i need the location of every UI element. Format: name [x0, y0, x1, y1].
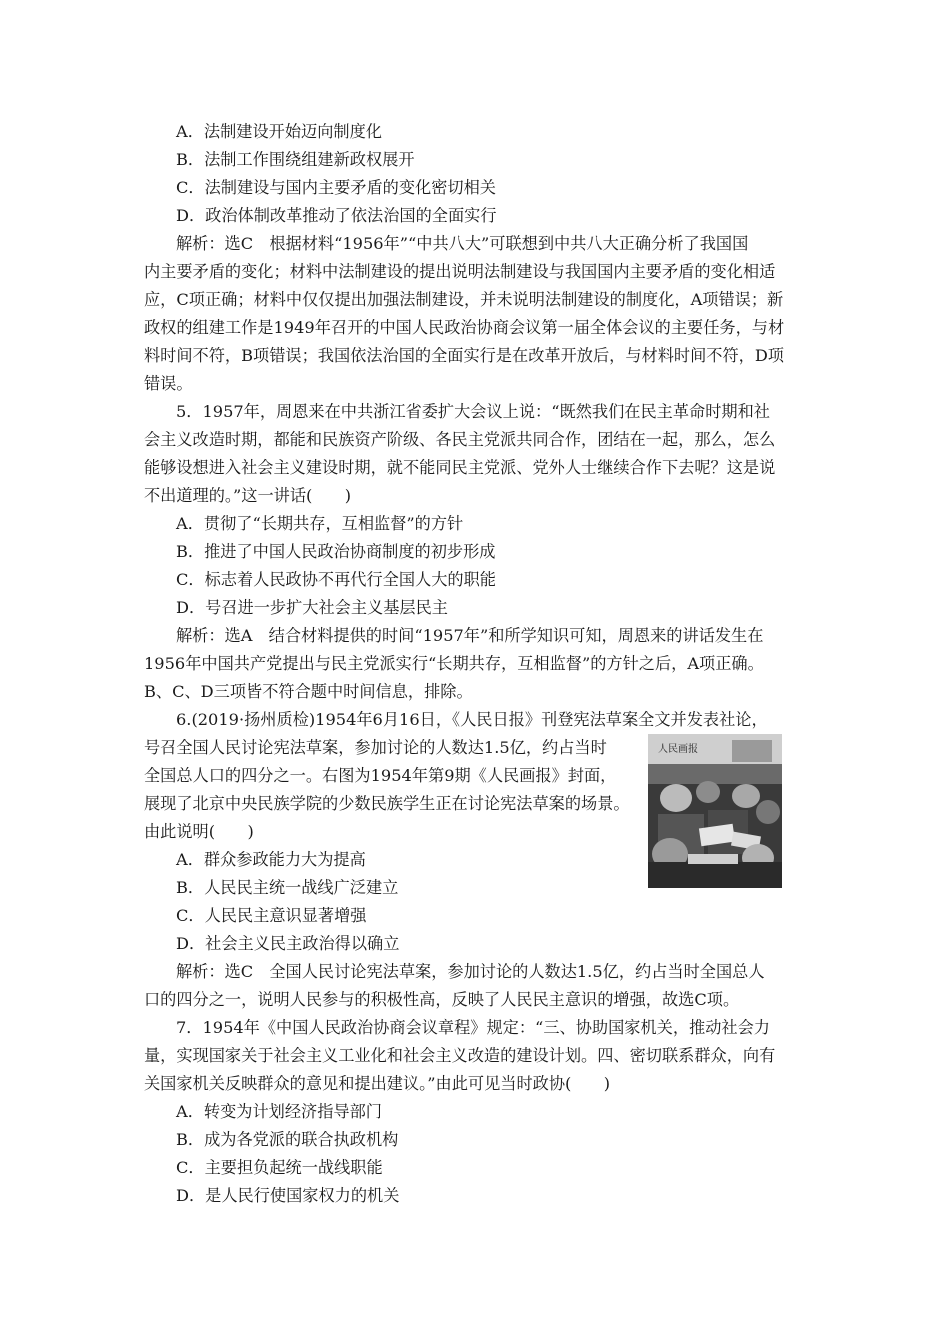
q4-analysis-line: 政权的组建工作是1949年召开的中国人民政治协商会议第一届全体会议的主要任务，与材 [144, 318, 785, 337]
q5-stem-line: 不出道理的。”这一讲话( ) [144, 486, 352, 505]
q5-analysis-line: 解析：选A 结合材料提供的时间“1957年”和所学知识可知，周恩来的讲话发生在 [176, 626, 764, 645]
q6-analysis-line: 口的四分之一，说明人民参与的积极性高，反映了人民民主意识的增强，故选C项。 [144, 990, 740, 1009]
q5-analysis-line: B、C、D三项皆不符合题中时间信息，排除。 [144, 682, 473, 701]
q4-analysis-line: 应，C项正确；材料中仅仅提出加强法制建设，并未说明法制建设的制度化，A项错误；新 [144, 290, 784, 309]
q5-stem-line: 5．1957年，周恩来在中共浙江省委扩大会议上说：“既然我们在民主革命时期和社 [176, 402, 770, 421]
q5-option-d: D．号召进一步扩大社会主义基层民主 [176, 598, 448, 617]
q6-option-b: B．人民民主统一战线广泛建立 [176, 878, 399, 897]
q4-analysis-line: 料时间不符，B项错误；我国依法治国的全面实行是在改革开放后，与材料时间不符，D项 [144, 346, 784, 365]
q7-option-c: C．主要担负起统一战线职能 [176, 1158, 383, 1177]
q5-option-b: B．推进了中国人民政治协商制度的初步形成 [176, 542, 496, 561]
q7-option-d: D．是人民行使国家权力的机关 [176, 1186, 400, 1205]
q6-option-c: C．人民民主意识显著增强 [176, 906, 367, 925]
q7-stem-line: 量，实现国家关于社会主义工业化和社会主义改造的建设计划。四、密切联系群众，向有 [144, 1046, 776, 1065]
q6-stem-line: 展现了北京中央民族学院的少数民族学生正在讨论宪法草案的场景。 [144, 794, 630, 813]
q4-analysis-line: 内主要矛盾的变化；材料中法制建设的提出说明法制建设与我国国内主要矛盾的变化相适 [144, 262, 776, 281]
q7-stem-line: 7．1954年《中国人民政治协商会议章程》规定：“三、协助国家机关，推动社会力 [176, 1018, 770, 1037]
q4-analysis-line: 解析：选C 根据材料“1956年”“中共八大”可联想到中共八大正确分析了我国国 [176, 234, 749, 253]
photo-masthead: 人民画报 [658, 744, 698, 755]
q7-stem-line: 关国家机关反映群众的意见和提出建议。”由此可见当时政协( ) [144, 1074, 611, 1093]
q5-stem-line: 能够设想进入社会主义建设时期，就不能同民主党派、党外人士继续合作下去呢？这是说 [144, 458, 776, 477]
q5-option-c: C．标志着人民政协不再代行全国人大的职能 [176, 570, 496, 589]
q5-stem-line: 会主义改造时期，都能和民族资产阶级、各民主党派共同合作，团结在一起，那么，怎么 [144, 430, 776, 449]
q6-option-a: A．群众参政能力大为提高 [176, 850, 366, 869]
q6-stem-line: 号召全国人民讨论宪法草案，参加讨论的人数达1.5亿，约占当时 [144, 738, 607, 757]
q6-stem-line: 由此说明( ) [144, 822, 254, 841]
q6-stem-line: 6.(2019·扬州质检)1954年6月16日，《人民日报》刊登宪法草案全文并发表社论， [176, 710, 768, 729]
q5-option-a: A．贯彻了“长期共存，互相监督”的方针 [176, 514, 464, 533]
q4-option-a: A．法制建设开始迈向制度化 [176, 122, 382, 141]
q4-analysis-line: 错误。 [144, 374, 193, 393]
q5-analysis-line: 1956年中国共产党提出与民主党派实行“长期共存，互相监督”的方针之后，A项正确。 [144, 654, 764, 673]
q4-option-b: B．法制工作围绕组建新政权展开 [176, 150, 415, 169]
q6-analysis-line: 解析：选C 全国人民讨论宪法草案，参加讨论的人数达1.5亿，约占当时全国总人 [176, 962, 765, 981]
q7-option-b: B．成为各党派的联合执政机构 [176, 1130, 399, 1149]
q7-option-a: A．转变为计划经济指导部门 [176, 1102, 382, 1121]
q4-option-c: C．法制建设与国内主要矛盾的变化密切相关 [176, 178, 496, 197]
q6-option-d: D．社会主义民主政治得以确立 [176, 934, 400, 953]
q6-stem-line: 全国总人口的四分之一。右图为1954年第9期《人民画报》封面， [144, 766, 617, 785]
q4-option-d: D．政治体制改革推动了依法治国的全面实行 [176, 206, 497, 225]
